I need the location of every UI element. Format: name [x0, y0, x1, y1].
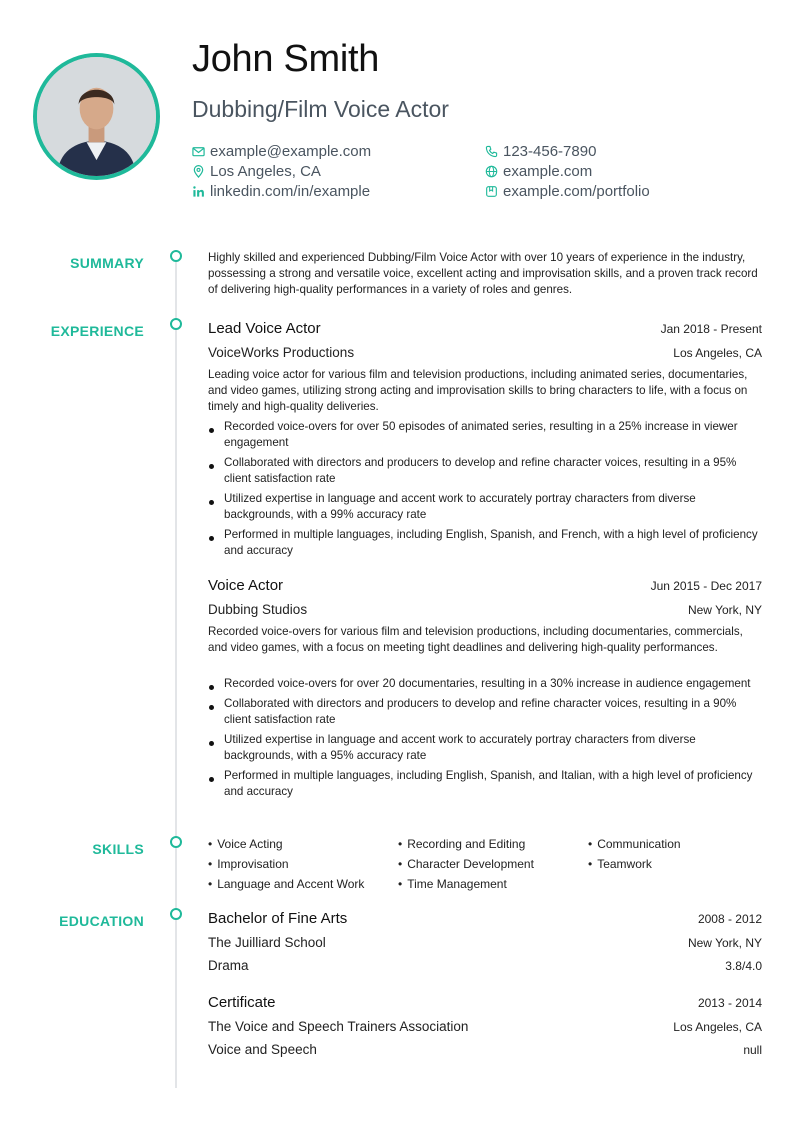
skill-item: • Improvisation	[208, 856, 398, 872]
list-item: Performed in multiple languages, including English, Spanish, and Italian, with a high level of proficiency and accuracy	[208, 768, 762, 800]
linkedin-text: linkedin.com/in/example	[210, 183, 371, 200]
person-portrait-image	[37, 57, 156, 176]
skill-item: • Communication	[588, 836, 768, 852]
degree-name: Certificate	[208, 994, 276, 1011]
phone-icon	[485, 145, 498, 158]
job-description: Recorded voice-overs for various film and television productions, including documentaries, commercials, and video games, with a focus on meeting tight deadlines and delivering high-quality performances.	[208, 625, 743, 654]
grade: 3.8/4.0	[725, 959, 762, 973]
job-subheader	[208, 345, 762, 360]
job-title: Lead Voice Actor	[208, 320, 321, 337]
skill-item: • Time Management	[398, 876, 588, 892]
globe-icon	[485, 165, 498, 178]
candidate-name: John Smith	[192, 38, 380, 80]
school-name: The Juilliard School	[208, 935, 326, 950]
mail-icon	[192, 145, 205, 158]
job-location: New York, NY	[687, 603, 762, 617]
portfolio-text: example.com/portfolio	[503, 183, 650, 200]
timeline-dot-education	[170, 908, 182, 920]
skill-item: • Voice Acting	[208, 836, 398, 852]
list-item: Recorded voice-overs for over 50 episodes of animated series, resulting in a 25% increase in viewer engagement	[208, 419, 762, 451]
contact-linkedin[interactable]	[192, 183, 370, 200]
timeline-dot-skills	[170, 836, 182, 848]
list-item: Utilized expertise in language and accent work to accurately portray characters from diverse backgrounds, with a 95% accuracy rate	[208, 732, 762, 764]
linkedin-icon	[192, 185, 205, 198]
timeline-dot-summary	[170, 250, 182, 262]
job-location: Los Angeles, CA	[673, 346, 762, 360]
education-dates: 2013 - 2014	[697, 996, 762, 1010]
job-dates: Jun 2015 - Dec 2017	[650, 579, 762, 593]
job-title-headline: Dubbing/Film Voice Actor	[192, 96, 449, 122]
skills-list	[208, 836, 768, 892]
contact-portfolio[interactable]	[485, 183, 650, 200]
contact-website[interactable]	[485, 163, 592, 180]
field-of-study: Drama	[208, 958, 249, 973]
job-bullet-list	[208, 676, 762, 804]
education-school-row	[208, 1019, 762, 1034]
education-field-row	[208, 958, 762, 973]
skill-item: • Recording and Editing	[398, 836, 588, 852]
list-item: Recorded voice-overs for over 20 documentaries, resulting in a 30% increase in audience engagement	[208, 676, 762, 692]
skill-item: • Teamwork	[588, 856, 768, 872]
section-label-skills: SKILLS	[92, 841, 144, 857]
portfolio-icon	[485, 185, 498, 198]
list-item: Collaborated with directors and producers to develop and refine character voices, resulting in a 90% client satisfaction rate	[208, 696, 762, 728]
grade: null	[743, 1043, 762, 1057]
degree-name: Bachelor of Fine Arts	[208, 910, 348, 927]
education-header	[208, 910, 762, 927]
list-item: Utilized expertise in language and accent work to accurately portray characters from diverse backgrounds, with a 99% accuracy rate	[208, 491, 762, 523]
section-label-education: EDUCATION	[59, 913, 144, 929]
section-label-summary: SUMMARY	[70, 255, 144, 271]
profile-photo	[33, 53, 160, 180]
timeline-line	[175, 257, 177, 1088]
job-company: Dubbing Studios	[208, 602, 308, 617]
education-field-row	[208, 1042, 762, 1057]
list-item: Performed in multiple languages, including English, Spanish, and French, with a high level of proficiency and accuracy	[208, 527, 762, 559]
job-subheader	[208, 602, 762, 617]
job-bullet-list	[208, 419, 762, 563]
education-school-row	[208, 935, 762, 950]
skill-item: • Language and Accent Work	[208, 876, 398, 892]
job-header	[208, 577, 762, 594]
education-header	[208, 994, 762, 1011]
list-item: Collaborated with directors and producers to develop and refine character voices, resulting in a 95% client satisfaction rate	[208, 455, 762, 487]
job-company: VoiceWorks Productions	[208, 345, 355, 360]
school-location: New York, NY	[687, 936, 762, 950]
timeline-dot-experience	[170, 318, 182, 330]
email-text: example@example.com	[210, 143, 372, 160]
contact-email[interactable]	[192, 143, 371, 160]
contact-phone[interactable]	[485, 143, 596, 160]
skill-item: • Character Development	[398, 856, 588, 872]
website-text: example.com	[503, 163, 593, 180]
field-of-study: Voice and Speech	[208, 1042, 317, 1057]
school-name: The Voice and Speech Trainers Association	[208, 1019, 469, 1034]
job-header	[208, 320, 762, 337]
map-pin-icon	[192, 165, 205, 178]
summary-text: Highly skilled and experienced Dubbing/Film Voice Actor with over 10 years of experience in the industry, possessing a strong and versatile voice, excellent acting and improvisation skills, and a proven track record of delivering high-quality performances in a variety of roles and genres.	[208, 251, 758, 296]
education-dates: 2008 - 2012	[697, 912, 762, 926]
phone-text: 123-456-7890	[503, 143, 597, 160]
job-dates: Jan 2018 - Present	[660, 322, 762, 336]
contact-location	[192, 163, 321, 180]
school-location: Los Angeles, CA	[673, 1020, 762, 1034]
job-title: Voice Actor	[208, 577, 284, 594]
job-description: Leading voice actor for various film and television productions, including animated series, documentaries, and video games, utilizing strong acting and improvisation skills to bring characters to life, with a focus on timely and high-quality deliveries.	[208, 368, 748, 413]
location-text: Los Angeles, CA	[210, 163, 321, 180]
section-label-experience: EXPERIENCE	[50, 323, 144, 339]
